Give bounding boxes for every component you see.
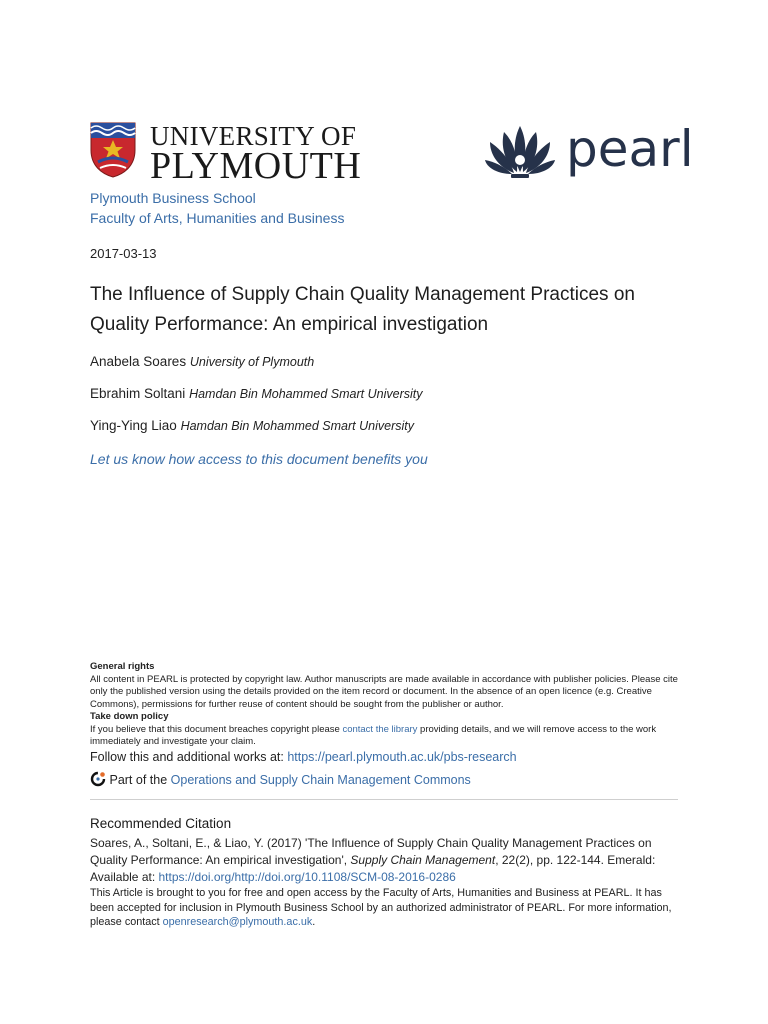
takedown-text bbox=[90, 724, 690, 749]
author-affiliation: University of Plymouth bbox=[189, 355, 315, 369]
publication-date: 2017-03-13 bbox=[90, 246, 157, 261]
network-commons-icon bbox=[90, 771, 106, 787]
shell-icon bbox=[484, 122, 556, 180]
access-end: . bbox=[312, 916, 316, 928]
article-title: The Influence of Supply Chain Quality Management Practices on Quality Performance: An empirical investigation bbox=[90, 284, 635, 335]
university-name-line2: PLYMOUTH bbox=[150, 145, 362, 187]
takedown-text-after: providing details, and we will remove access to the work immediately and investigate your claim. bbox=[90, 723, 657, 747]
citation-text bbox=[90, 835, 690, 886]
university-name-line1: UNIVERSITY OF bbox=[150, 121, 357, 151]
author-name: Ying-Ying Liao bbox=[90, 418, 177, 433]
author-affiliation: Hamdan Bin Mohammed Smart University bbox=[180, 419, 414, 433]
access-text: This Article is brought to you for free and open access by the Faculty of Arts, Humanities and Business at PEARL. It has been accepted for inclusion in Plymouth Business School by an authorized administrator of PEARL. For more information, please contact bbox=[90, 887, 672, 928]
faculty-link[interactable]: Faculty of Arts, Humanities and Business bbox=[90, 210, 345, 226]
general-rights-text: All content in PEARL is protected by copyright law. Author manuscripts are made available in accordance with publisher policies. Please cite only the published version using the details provided on the item record or document. In the absence of an open licence (e.g. Creative Commons), permissions for further reuse of content should be sought from the publisher or author. bbox=[90, 673, 678, 710]
contact-library-link[interactable]: contact the library bbox=[342, 723, 418, 735]
citation-before: Soares, A., Soltani, E., & Liao, Y. (2017) 'The Influence of Supply Chain Quality Management Practices on Quality Performance: An empirical investigation', bbox=[90, 836, 652, 867]
author-name: Ebrahim Soltani bbox=[90, 386, 186, 401]
rights-section bbox=[90, 661, 690, 749]
author-name: Anabela Soares bbox=[90, 354, 187, 369]
author-affiliation: Hamdan Bin Mohammed Smart University bbox=[189, 387, 423, 401]
follow-text: Follow this and additional works at: bbox=[90, 750, 288, 764]
university-shield-icon bbox=[90, 122, 136, 178]
pearl-logo bbox=[484, 120, 694, 182]
pearl-wordmark: pearl bbox=[566, 120, 694, 178]
recommended-citation-heading: Recommended Citation bbox=[90, 816, 232, 831]
journal-name: Supply Chain Management bbox=[350, 853, 496, 867]
commons-link[interactable]: Operations and Supply Chain Management Commons bbox=[170, 773, 471, 787]
part-of-text: Part of the bbox=[109, 773, 171, 787]
section-divider bbox=[90, 799, 678, 800]
part-of-line bbox=[90, 771, 471, 789]
takedown-heading: Take down policy bbox=[90, 711, 169, 722]
doi-link[interactable]: https://doi.org/http://doi.org/10.1108/SCM-08-2016-0286 bbox=[158, 870, 456, 884]
benefit-feedback-link[interactable]: Let us know how access to this document benefits you bbox=[90, 451, 428, 467]
author-entry bbox=[90, 384, 423, 404]
takedown-text-before: If you believe that this document breaches copyright please bbox=[90, 723, 343, 735]
contact-email-link[interactable]: openresearch@plymouth.ac.uk bbox=[162, 916, 313, 928]
university-logo bbox=[90, 121, 370, 187]
follow-line bbox=[90, 749, 517, 765]
citation-after: , 22(2), pp. 122-144. Emerald: Available at: bbox=[90, 853, 656, 884]
general-rights-heading: General rights bbox=[90, 661, 155, 672]
school-link[interactable]: Plymouth Business School bbox=[90, 190, 256, 206]
open-access-statement bbox=[90, 886, 680, 930]
school-info bbox=[90, 188, 344, 228]
author-entry bbox=[90, 352, 314, 372]
pbs-research-link[interactable]: https://pearl.plymouth.ac.uk/pbs-research bbox=[287, 750, 517, 764]
author-entry bbox=[90, 416, 414, 436]
